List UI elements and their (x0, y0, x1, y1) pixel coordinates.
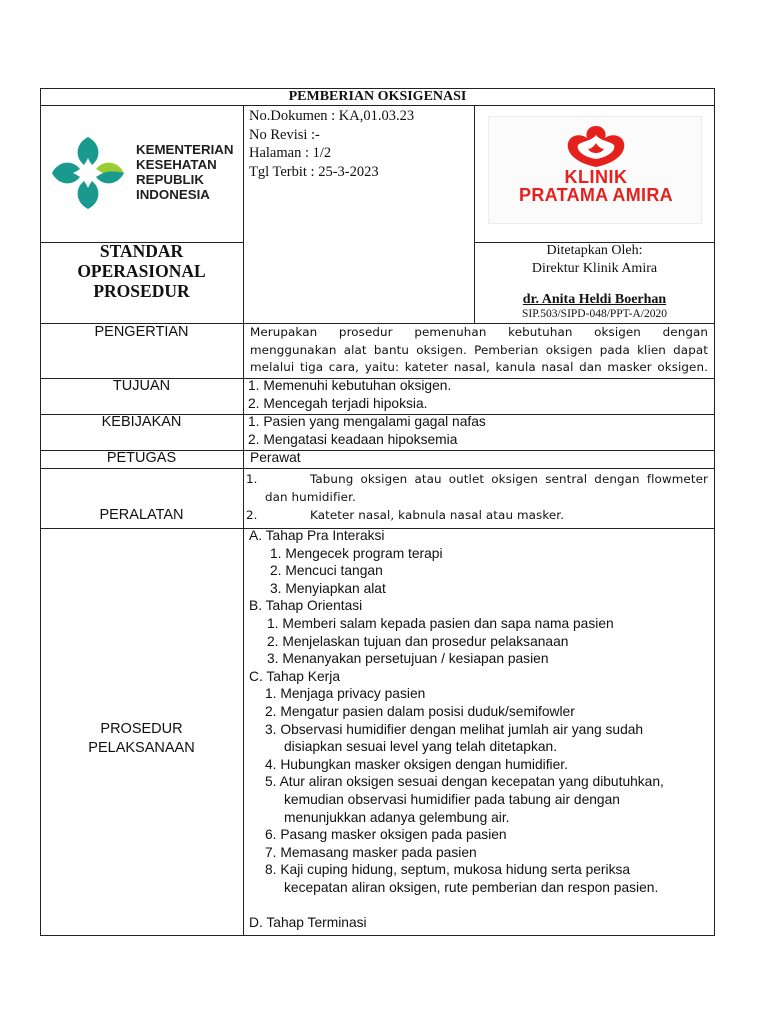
step-item: 7. Memasang masker pada pasien (265, 844, 477, 860)
label-petugas: PETUGAS (106, 450, 177, 466)
list-number: 1. (246, 472, 258, 486)
list-item (244, 506, 708, 524)
petugas-value: Perawat (250, 450, 301, 465)
blank-line (249, 896, 709, 914)
clinic-name-line: PRATAMA AMIRA (519, 185, 673, 205)
document-title: PEMBERIAN OKSIGENASI (288, 89, 467, 104)
ministry-name-line: REPUBLIK (136, 172, 204, 187)
list-item: 2. Mengatasi keadaan hipoksemia (248, 431, 458, 447)
label-tujuan: TUJUAN (112, 378, 171, 394)
list-text: Kateter nasal, kabnula nasal atau masker. (310, 508, 565, 522)
ministry-name-line: KESEHATAN (136, 157, 217, 172)
step-item: 2. Mencuci tangan (270, 563, 383, 579)
sop-title-line: PROSEDUR (93, 281, 190, 301)
pengertian-line: melalui tiga cara, yaitu: kateter nasal, kanula nasal dan masker oksigen. (250, 360, 708, 375)
pengertian-line: Merupakan prosedur pemenuhan kebutuhan oksigen dengan (250, 325, 708, 339)
sop-title-line: OPERASIONAL (77, 261, 206, 281)
label-line: PELAKSANAAN (88, 740, 195, 756)
list-text: Tabung oksigen atau outlet oksigen sentral dengan flowmeter (310, 472, 708, 486)
revision-number: No Revisi :- (249, 126, 320, 143)
step-item: 1. Memberi salam kepada pasien dan sapa nama pasien (267, 615, 614, 631)
ministry-name-line: INDONESIA (136, 187, 210, 202)
sop-title-line: STANDAR (99, 241, 184, 261)
step-item: 5. Atur aliran oksigen sesuai dengan kecepatan yang dibutuhkan, (265, 774, 664, 790)
pengertian-text (250, 324, 708, 377)
set-by-label: Ditetapkan Oleh: (546, 243, 643, 258)
document-number: No.Dokumen : KA,01.03.23 (249, 108, 415, 124)
stage-heading: B. Tahap Orientasi (249, 598, 363, 614)
signer-name: dr. Anita Heldi Boerhan (522, 292, 667, 307)
sop-title (40, 241, 243, 301)
peralatan-list (244, 470, 708, 524)
kebijakan-list (248, 413, 486, 448)
ministry-logo (48, 130, 238, 220)
ministry-name-line: KEMENTERIAN (136, 142, 234, 157)
list-item: 1. Pasien yang mengalami gagal nafas (248, 414, 486, 429)
director-title: Direktur Klinik Amira (531, 261, 658, 276)
pengertian-line: menggunakan alat bantu oksigen. Pemberian oksigen pada klien dapat (250, 342, 708, 357)
step-item: 8. Kaji cuping hidung, septum, mukosa hidung serta periksa (265, 862, 631, 878)
list-item: 1. Memenuhi kebutuhan oksigen. (248, 378, 452, 393)
step-item-continued: disiapkan sesuai level yang telah ditetapkan. (284, 739, 558, 755)
list-text: dan humidifier. (265, 490, 356, 504)
step-item: 2. Menjelaskan tujuan dan prosedur pelaksanaan (267, 633, 569, 649)
step-item: 3. Observasi humidifier dengan melihat jumlah air yang sudah (265, 721, 644, 737)
step-item: 1. Mengecek program terapi (270, 545, 443, 561)
list-item-continued (244, 488, 708, 506)
rule (474, 105, 475, 323)
sop-document (40, 88, 715, 936)
stage-heading: D. Tahap Terminasi (249, 915, 367, 931)
label-pengertian: PENGERTIAN (94, 324, 189, 340)
step-item: 3. Menanyakan persetujuan / kesiapan pasien (267, 651, 549, 667)
ministry-emblem-icon (48, 133, 128, 213)
stage-heading: A. Tahap Pra Interaksi (249, 528, 385, 543)
step-item: 2. Mengatur pasien dalam posisi duduk/semifowler (265, 703, 575, 719)
list-number: 2. (246, 508, 258, 522)
approval-block (474, 242, 715, 278)
clinic-logo (488, 116, 702, 224)
step-item: 1. Menjaga privacy pasien (265, 686, 426, 702)
page-number: Halaman : 1/2 (249, 145, 332, 161)
clinic-emblem-icon (558, 121, 634, 169)
step-item: 6. Pasang masker oksigen pada pasien (265, 827, 507, 843)
step-item-continued: kemudian observasi humidifier pada tabung air dengan (284, 791, 620, 807)
signer-license: SIP.503/SIPD-048/PPT-A/2020 (522, 308, 667, 320)
prosedur-steps (249, 527, 709, 932)
rule (40, 468, 715, 469)
document-meta (249, 107, 414, 181)
clinic-name-line: KLINIK (564, 167, 628, 187)
issue-date: Tgl Terbit : 25-3-2023 (249, 163, 379, 180)
list-item (244, 470, 708, 488)
rule (40, 105, 715, 106)
label-line: PROSEDUR (100, 721, 183, 737)
stage-heading: C. Tahap Kerja (249, 668, 341, 684)
tujuan-list (248, 377, 451, 412)
label-peralatan: PERALATAN (99, 507, 184, 523)
step-item: 4. Hubungkan masker oksigen dengan humidifier. (265, 756, 568, 772)
step-item-continued: kecepatan aliran oksigen, rute pemberian dan respon pasien. (284, 879, 659, 895)
label-kebijakan: KEBIJAKAN (101, 414, 182, 430)
label-prosedur (40, 720, 243, 758)
list-item: 2. Mencegah terjadi hipoksia. (248, 395, 428, 411)
step-item-continued: menunjukkan adanya gelembung air. (284, 809, 510, 825)
step-item: 3. Menyiapkan alat (270, 580, 386, 596)
